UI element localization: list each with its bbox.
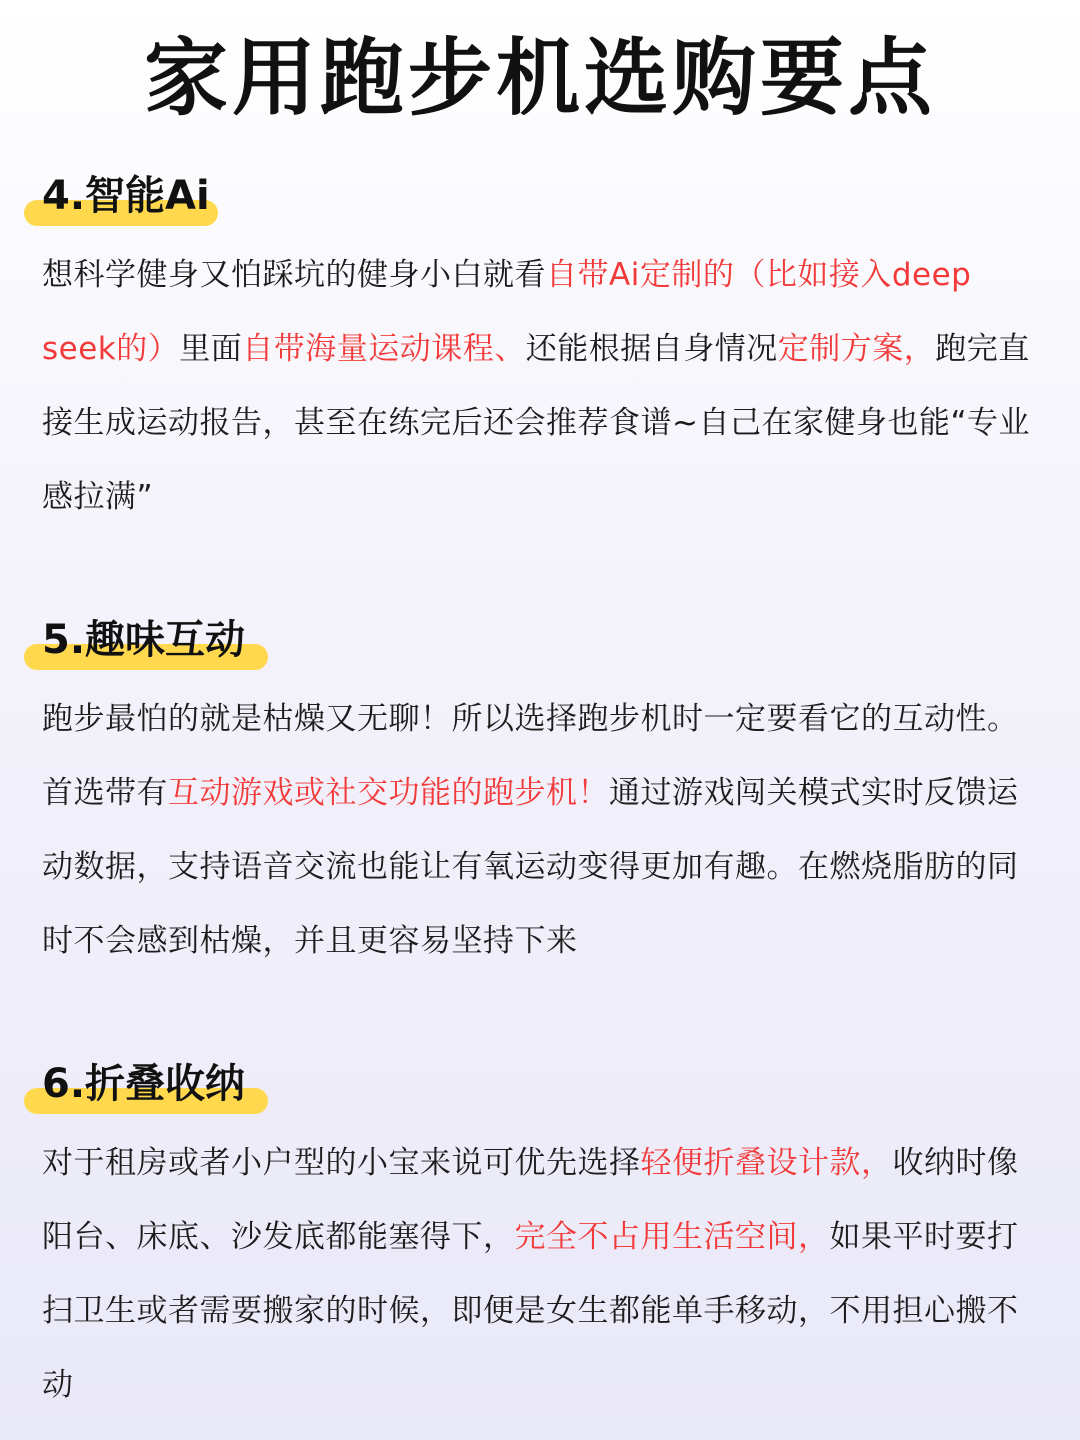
- para-segment: 对于租房或者小户型的小宝来说可优先选择: [42, 1145, 641, 1181]
- section-paragraph: [42, 682, 1042, 978]
- para-segment-emphasis: 自带海量运动课程、: [242, 331, 526, 367]
- para-segment-emphasis: 轻便折叠设计款，: [640, 1145, 893, 1181]
- para-segment: 如果平时要打扫卫生或者需要搬家的时候，即便是女生都能单手移动，不用担心搬不动: [42, 1219, 1019, 1403]
- section-heading-wrap: [24, 1056, 263, 1116]
- section-heading-wrap: [24, 168, 228, 228]
- page-title: 家用跑步机选购要点: [143, 29, 936, 127]
- para-segment: 还能根据自身情况: [525, 331, 778, 367]
- section-heading: 5.趣味互动: [42, 617, 246, 663]
- para-segment-emphasis: 定制方案，: [777, 331, 936, 367]
- para-segment-emphasis: 完全不占用生活空间，: [514, 1219, 830, 1255]
- para-segment: 里面: [179, 331, 243, 367]
- section-paragraph: [42, 1126, 1042, 1422]
- para-segment: 通过游戏闯关模式实时反馈运动数据，支持语音交流也能让有氧运动变得更加有趣。在燃烧脂肪的同时不会感到枯燥，并且更容易坚持下来: [42, 775, 1019, 959]
- section-paragraph: [42, 238, 1042, 534]
- para-segment-emphasis: 自带Ai定制的（比如接入deep seek的）: [42, 257, 972, 367]
- para-segment: 跑完直接生成运动报告，甚至在练完后还会推荐食谱~自己在家健身也能“专业感拉满”: [42, 331, 1031, 515]
- para-segment: 收纳时像阳台、床底、沙发底都能塞得下，: [42, 1145, 1019, 1255]
- section-heading-wrap: [24, 612, 263, 672]
- para-segment: 跑步最怕的就是枯燥又无聊！所以选择跑步机时一定要看它的互动性。首选带有: [42, 701, 1019, 811]
- para-segment: 想科学健身又怕踩坑的健身小白就看: [42, 257, 546, 293]
- section-heading: 4.智能Ai: [42, 173, 210, 219]
- section-heading: 6.折叠收纳: [42, 1061, 246, 1107]
- para-segment-emphasis: 互动游戏或社交功能的跑步机！: [168, 775, 609, 811]
